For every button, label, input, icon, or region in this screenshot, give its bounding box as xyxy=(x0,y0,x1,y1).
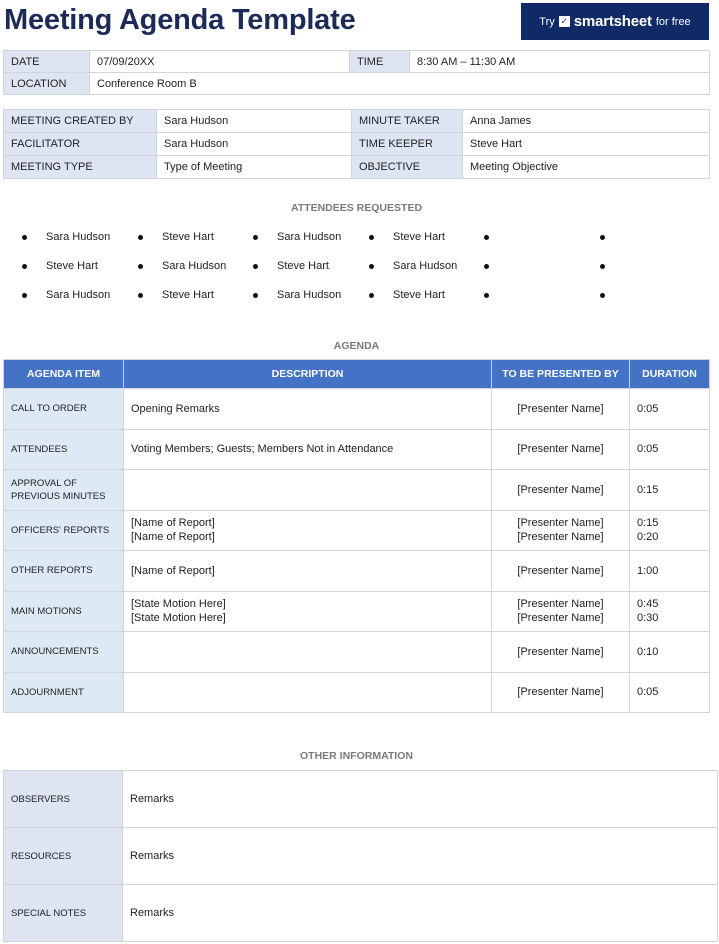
agenda-description[interactable]: [State Motion Here] [State Motion Here] xyxy=(124,591,492,632)
agenda-item-label: OTHER REPORTS xyxy=(4,551,124,592)
minute-taker-value[interactable]: Anna James xyxy=(463,110,710,133)
date-value[interactable]: 07/09/20XX xyxy=(90,51,350,73)
bullet-icon xyxy=(138,264,143,269)
time-keeper-label: TIME KEEPER xyxy=(352,133,463,156)
attendee-name: Steve Hart xyxy=(277,260,329,272)
attendee-item[interactable] xyxy=(600,227,624,247)
attendee-item[interactable] xyxy=(253,227,341,247)
details-row xyxy=(4,156,710,179)
page-title: Meeting Agenda Template xyxy=(4,4,356,36)
agenda-row xyxy=(4,632,710,673)
other-info-table xyxy=(3,770,718,942)
agenda-duration[interactable]: 0:05 xyxy=(630,429,710,470)
attendee-name: Sara Hudson xyxy=(277,231,342,243)
attendee-item[interactable] xyxy=(253,285,341,305)
details-row xyxy=(4,133,710,156)
bullet-icon xyxy=(369,293,374,298)
agenda-duration[interactable]: 0:45 0:30 xyxy=(630,591,710,632)
other-info-heading: OTHER INFORMATION xyxy=(300,750,413,762)
attendee-name: Sara Hudson xyxy=(393,260,458,272)
time-label: TIME xyxy=(350,51,410,73)
agenda-row xyxy=(4,389,710,430)
agenda-item-label: CALL TO ORDER xyxy=(4,389,124,430)
agenda-duration[interactable]: 0:15 xyxy=(630,470,710,511)
attendee-row xyxy=(14,285,714,305)
agenda-row xyxy=(4,429,710,470)
objective-label: OBJECTIVE xyxy=(352,156,463,179)
attendee-name: Steve Hart xyxy=(162,231,214,243)
bullet-icon xyxy=(22,293,27,298)
other-info-row xyxy=(4,885,718,942)
attendee-name: Sara Hudson xyxy=(46,231,111,243)
agenda-description[interactable]: Opening Remarks xyxy=(124,389,492,430)
special-notes-value[interactable]: Remarks xyxy=(123,885,718,942)
agenda-duration[interactable]: 0:10 xyxy=(630,632,710,673)
observers-value[interactable]: Remarks xyxy=(123,771,718,828)
agenda-item-label: ADJOURNMENT xyxy=(4,672,124,713)
attendee-item[interactable] xyxy=(138,285,214,305)
meeting-type-label: MEETING TYPE xyxy=(4,156,157,179)
banner-try-text: Try xyxy=(539,15,555,28)
agenda-item-label: APPROVAL OF PREVIOUS MINUTES xyxy=(4,470,124,511)
smartsheet-banner-link[interactable] xyxy=(521,3,709,40)
attendee-item[interactable] xyxy=(253,256,329,276)
attendee-item[interactable] xyxy=(22,256,98,276)
attendee-item[interactable] xyxy=(138,256,226,276)
attendee-item[interactable] xyxy=(369,285,445,305)
agenda-description[interactable] xyxy=(124,672,492,713)
agenda-description[interactable]: [Name of Report] [Name of Report] xyxy=(124,510,492,551)
banner-brand-text: smartsheet xyxy=(573,13,652,30)
attendee-name: Steve Hart xyxy=(162,289,214,301)
created-by-value[interactable]: Sara Hudson xyxy=(157,110,352,133)
bullet-icon xyxy=(369,235,374,240)
attendee-name: Sara Hudson xyxy=(46,289,111,301)
agenda-row xyxy=(4,551,710,592)
resources-value[interactable]: Remarks xyxy=(123,828,718,885)
bullet-icon xyxy=(484,264,489,269)
attendee-item[interactable] xyxy=(369,227,445,247)
agenda-header-duration: DURATION xyxy=(630,360,710,389)
created-by-label: MEETING CREATED BY xyxy=(4,110,157,133)
details-row xyxy=(4,110,710,133)
agenda-presenter[interactable]: [Presenter Name] xyxy=(492,632,630,673)
agenda-heading: AGENDA xyxy=(333,340,380,352)
minute-taker-label: MINUTE TAKER xyxy=(352,110,463,133)
agenda-item-label: OFFICERS' REPORTS xyxy=(4,510,124,551)
attendee-item[interactable] xyxy=(369,256,457,276)
bullet-icon xyxy=(138,293,143,298)
attendee-name: Steve Hart xyxy=(46,260,98,272)
bullet-icon xyxy=(600,264,605,269)
agenda-row xyxy=(4,470,710,511)
attendee-row xyxy=(14,227,714,247)
location-label: LOCATION xyxy=(4,73,90,95)
bullet-icon xyxy=(600,293,605,298)
attendee-name: Steve Hart xyxy=(393,231,445,243)
agenda-duration[interactable]: 1:00 xyxy=(630,551,710,592)
bullet-icon xyxy=(600,235,605,240)
bullet-icon xyxy=(253,293,258,298)
agenda-presenter[interactable]: [Presenter Name] xyxy=(492,551,630,592)
date-label: DATE xyxy=(4,51,90,73)
agenda-header-description: DESCRIPTION xyxy=(124,360,492,389)
attendee-item[interactable] xyxy=(484,256,508,276)
attendee-item[interactable] xyxy=(600,256,624,276)
agenda-description[interactable]: [Name of Report] xyxy=(124,551,492,592)
bullet-icon xyxy=(253,235,258,240)
agenda-presenter[interactable]: [Presenter Name] xyxy=(492,389,630,430)
agenda-description[interactable] xyxy=(124,632,492,673)
bullet-icon xyxy=(484,235,489,240)
agenda-duration[interactable]: 0:15 0:20 xyxy=(630,510,710,551)
agenda-header-item: AGENDA ITEM xyxy=(4,360,124,389)
agenda-table xyxy=(3,359,710,713)
agenda-duration[interactable]: 0:05 xyxy=(630,672,710,713)
other-info-row xyxy=(4,771,718,828)
agenda-duration[interactable]: 0:05 xyxy=(630,389,710,430)
bullet-icon xyxy=(253,264,258,269)
resources-label: RESOURCES xyxy=(4,828,123,885)
agenda-item-label: ANNOUNCEMENTS xyxy=(4,632,124,673)
details-table xyxy=(3,109,710,179)
bullet-icon xyxy=(369,264,374,269)
agenda-presenter[interactable]: [Presenter Name] xyxy=(492,429,630,470)
agenda-presenter[interactable]: [Presenter Name] [Presenter Name] xyxy=(492,591,630,632)
banner-suffix-text: for free xyxy=(655,15,691,28)
other-info-row xyxy=(4,828,718,885)
bullet-icon xyxy=(484,293,489,298)
attendee-name: Steve Hart xyxy=(393,289,445,301)
facilitator-label: FACILITATOR xyxy=(4,133,157,156)
attendee-item[interactable] xyxy=(600,285,624,305)
attendee-item[interactable] xyxy=(138,227,214,247)
special-notes-label: SPECIAL NOTES xyxy=(4,885,123,942)
attendee-item[interactable] xyxy=(22,285,110,305)
agenda-item-label: MAIN MOTIONS xyxy=(4,591,124,632)
time-keeper-value[interactable]: Steve Hart xyxy=(463,133,710,156)
bullet-icon xyxy=(22,264,27,269)
agenda-row xyxy=(4,591,710,632)
agenda-row xyxy=(4,672,710,713)
observers-label: OBSERVERS xyxy=(4,771,123,828)
agenda-item-label: ATTENDEES xyxy=(4,429,124,470)
meeting-type-value[interactable]: Type of Meeting xyxy=(157,156,352,179)
agenda-presenter[interactable]: [Presenter Name] xyxy=(492,672,630,713)
agenda-presenter[interactable]: [Presenter Name] xyxy=(492,470,630,511)
agenda-description[interactable] xyxy=(124,470,492,511)
location-value[interactable]: Conference Room B xyxy=(90,73,710,95)
agenda-row xyxy=(4,510,710,551)
smartsheet-check-icon: ✓ xyxy=(560,16,569,26)
attendee-item[interactable] xyxy=(22,227,110,247)
agenda-header-presenter: TO BE PRESENTED BY xyxy=(492,360,630,389)
attendee-name: Sara Hudson xyxy=(277,289,342,301)
attendee-row xyxy=(14,256,714,276)
facilitator-value[interactable]: Sara Hudson xyxy=(157,133,352,156)
attendee-name: Sara Hudson xyxy=(162,260,227,272)
agenda-presenter[interactable]: [Presenter Name] [Presenter Name] xyxy=(492,510,630,551)
attendee-item[interactable] xyxy=(484,227,508,247)
header-table xyxy=(3,50,710,73)
bullet-icon xyxy=(22,235,27,240)
attendee-item[interactable] xyxy=(484,285,508,305)
attendees-heading: ATTENDEES REQUESTED xyxy=(290,202,423,214)
bullet-icon xyxy=(138,235,143,240)
time-value[interactable]: 8:30 AM – 11:30 AM xyxy=(410,51,710,73)
objective-value[interactable]: Meeting Objective xyxy=(463,156,710,179)
agenda-description[interactable]: Voting Members; Guests; Members Not in Attendance xyxy=(124,429,492,470)
location-table xyxy=(3,72,710,95)
